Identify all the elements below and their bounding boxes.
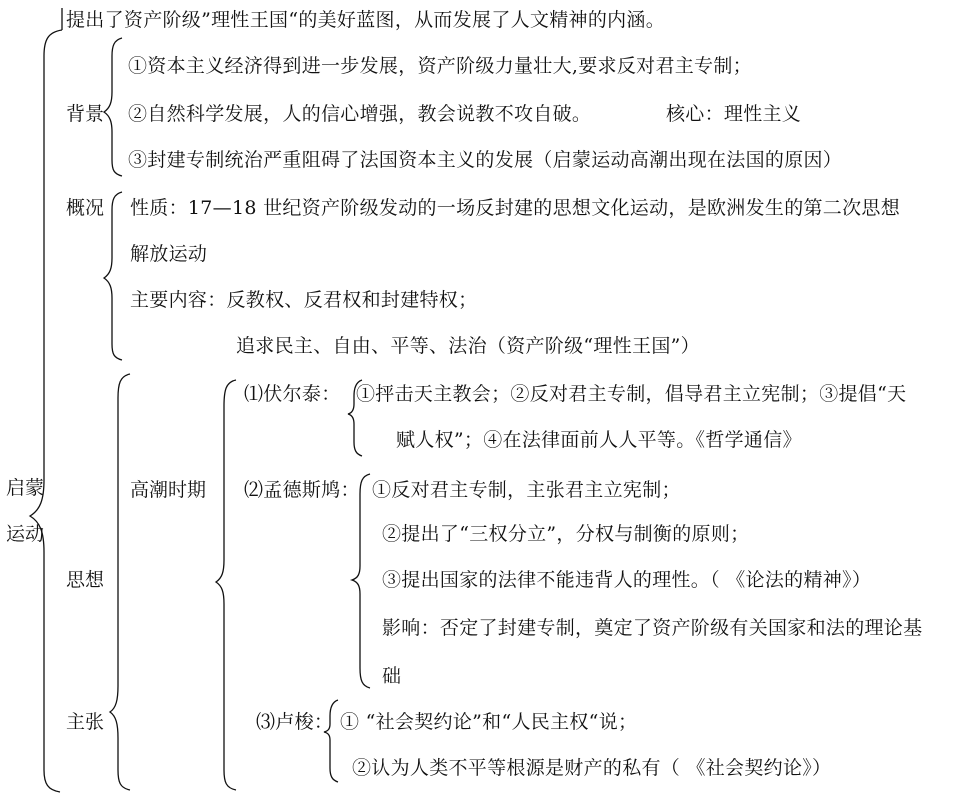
background-item-3: ③封建专制统治严重阻碍了法国资本主义的发展（启蒙运动高潮出现在法国的原因）	[128, 149, 843, 171]
montesquieu-line5: 础	[382, 665, 402, 687]
rousseau-line2: ②认为人类不平等根源是财产的私有（ 《社会契约论》）	[352, 757, 832, 779]
voltaire-line1: ①抨击天主教会；②反对君主专制，倡导君主立宪制；③提倡“天	[356, 383, 907, 405]
rousseau-name: ⑶卢梭：	[256, 711, 334, 733]
root-label-line1: 启蒙	[6, 477, 45, 499]
montesquieu-name: ⑵孟德斯鸠：	[244, 479, 360, 501]
background-item-2: ②自然科学发展，人的信心增强，教会说教不攻自破。	[128, 103, 592, 125]
background-brace	[104, 38, 122, 176]
background-core: 核心：理性主义	[666, 103, 802, 125]
background-item-1: ①资本主义经济得到进一步发展，资产阶级力量壮大,要求反对君主专制；	[128, 55, 752, 77]
montesquieu-line4: 影响：否定了封建专制，奠定了资产阶级有关国家和法的理论基	[382, 617, 923, 639]
ideas-brace	[110, 374, 130, 790]
voltaire-name: ⑴伏尔泰：	[244, 383, 341, 405]
overview-label: 概况	[66, 197, 105, 219]
top-line: 提出了资产阶级”理性王国“的美好蓝图，从而发展了人文精神的内涵。	[66, 9, 666, 31]
overview-content-line2: 追求民主、自由、平等、法治（资产阶级“理性王国”）	[236, 335, 700, 357]
period-brace	[216, 380, 236, 790]
background-label: 背景	[66, 103, 105, 125]
ideas-label: 思想	[66, 569, 105, 591]
overview-nature-line2: 解放运动	[130, 243, 208, 265]
montesquieu-line3: ③提出国家的法律不能违背人的理性。（ 《论法的精神》）	[382, 569, 872, 591]
root-brace	[30, 30, 62, 792]
montesquieu-brace	[352, 474, 370, 688]
ideas-label-2: 主张	[66, 711, 105, 733]
overview-brace	[104, 192, 122, 360]
root-label-line2: 运动	[6, 523, 45, 545]
voltaire-line2: 赋人权”；④在法律面前人人平等。《哲学通信》	[396, 429, 802, 451]
overview-nature-line1: 性质：17—18 世纪资产阶级发动的一场反封建的思想文化运动，是欧洲发生的第二次思想	[130, 197, 900, 219]
overview-content-line1: 主要内容：反教权、反君权和封建特权；	[130, 289, 478, 311]
period-label: 高潮时期	[130, 479, 207, 501]
montesquieu-line1: ①反对君主专制，主张君主立宪制；	[372, 479, 681, 501]
montesquieu-line2: ②提出了“三权分立”，分权与制衡的原则；	[382, 523, 750, 545]
rousseau-line1: ① “社会契约论”和“人民主权“说；	[340, 711, 638, 733]
